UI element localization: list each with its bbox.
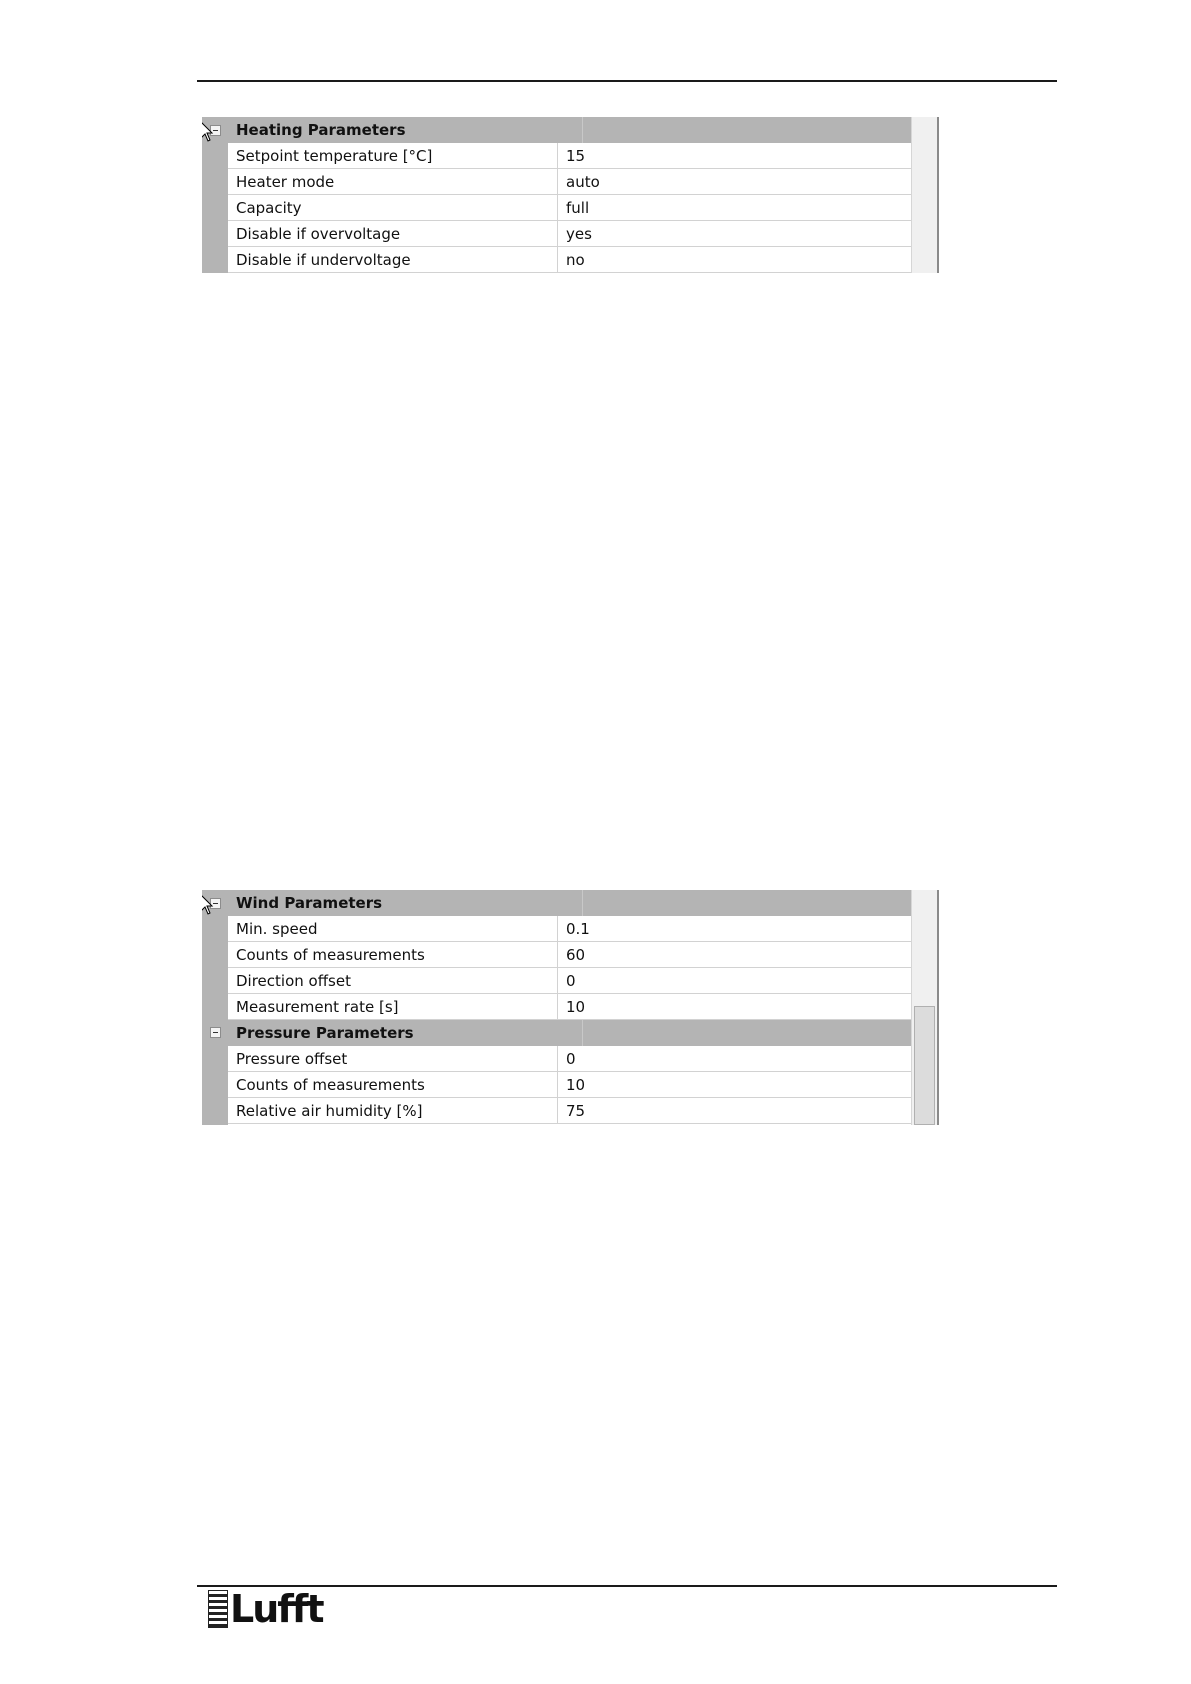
category-row-heating[interactable] xyxy=(228,117,914,143)
property-name: Min. speed xyxy=(228,916,558,941)
property-name: Disable if undervoltage xyxy=(228,247,558,272)
category-label: Pressure Parameters xyxy=(228,1020,583,1046)
property-row[interactable] xyxy=(228,247,914,273)
vertical-scrollbar[interactable] xyxy=(911,890,939,1125)
property-value[interactable]: 10 xyxy=(566,997,586,1016)
property-name: Counts of measurements xyxy=(228,942,558,967)
property-row[interactable] xyxy=(228,169,914,195)
property-value[interactable]: 10 xyxy=(566,1075,586,1094)
property-value[interactable]: 0 xyxy=(566,971,576,990)
property-row[interactable] xyxy=(228,968,914,994)
lufft-logo xyxy=(208,1587,323,1631)
vertical-scrollbar[interactable] xyxy=(911,117,939,273)
property-row[interactable] xyxy=(228,994,914,1020)
property-name: Relative air humidity [%] xyxy=(228,1098,558,1123)
category-row-pressure[interactable] xyxy=(228,1020,914,1046)
logo-text: Lufft xyxy=(230,1587,323,1631)
property-name: Capacity xyxy=(228,195,558,220)
heating-property-grid xyxy=(202,117,939,273)
property-name: Setpoint temperature [°C] xyxy=(228,143,558,168)
property-value[interactable]: auto xyxy=(566,172,600,191)
property-name: Measurement rate [s] xyxy=(228,994,558,1019)
logo-mark-icon xyxy=(208,1590,228,1628)
property-row[interactable] xyxy=(228,221,914,247)
header-rule xyxy=(197,80,1057,82)
property-value[interactable]: full xyxy=(566,198,590,217)
property-value[interactable]: 75 xyxy=(566,1101,586,1120)
grid-rows xyxy=(228,890,914,1124)
property-row[interactable] xyxy=(228,942,914,968)
property-value[interactable]: no xyxy=(566,250,585,269)
category-label: Heating Parameters xyxy=(228,117,583,143)
property-name: Pressure offset xyxy=(228,1046,558,1071)
property-row[interactable] xyxy=(228,195,914,221)
property-name: Heater mode xyxy=(228,169,558,194)
grid-gutter xyxy=(202,890,228,1125)
collapse-minus-icon[interactable] xyxy=(210,1027,221,1038)
grid-rows xyxy=(228,117,914,273)
category-row-wind[interactable] xyxy=(228,890,914,916)
mouse-pointer-icon xyxy=(202,121,214,143)
wind-property-grid xyxy=(202,890,939,1125)
property-row[interactable] xyxy=(228,1046,914,1072)
property-row[interactable] xyxy=(228,1072,914,1098)
property-value[interactable]: 15 xyxy=(566,146,586,165)
footer-rule xyxy=(197,1585,1057,1587)
property-row[interactable] xyxy=(228,143,914,169)
property-name: Counts of measurements xyxy=(228,1072,558,1097)
property-value[interactable]: yes xyxy=(566,224,592,243)
property-row[interactable] xyxy=(228,1098,914,1124)
category-label: Wind Parameters xyxy=(228,890,583,916)
property-name: Direction offset xyxy=(228,968,558,993)
property-value[interactable]: 0.1 xyxy=(566,919,590,938)
property-value[interactable]: 0 xyxy=(566,1049,576,1068)
property-value[interactable]: 60 xyxy=(566,945,586,964)
property-row[interactable] xyxy=(228,916,914,942)
mouse-pointer-icon xyxy=(202,894,214,916)
property-name: Disable if overvoltage xyxy=(228,221,558,246)
scrollbar-thumb[interactable] xyxy=(914,1006,935,1125)
